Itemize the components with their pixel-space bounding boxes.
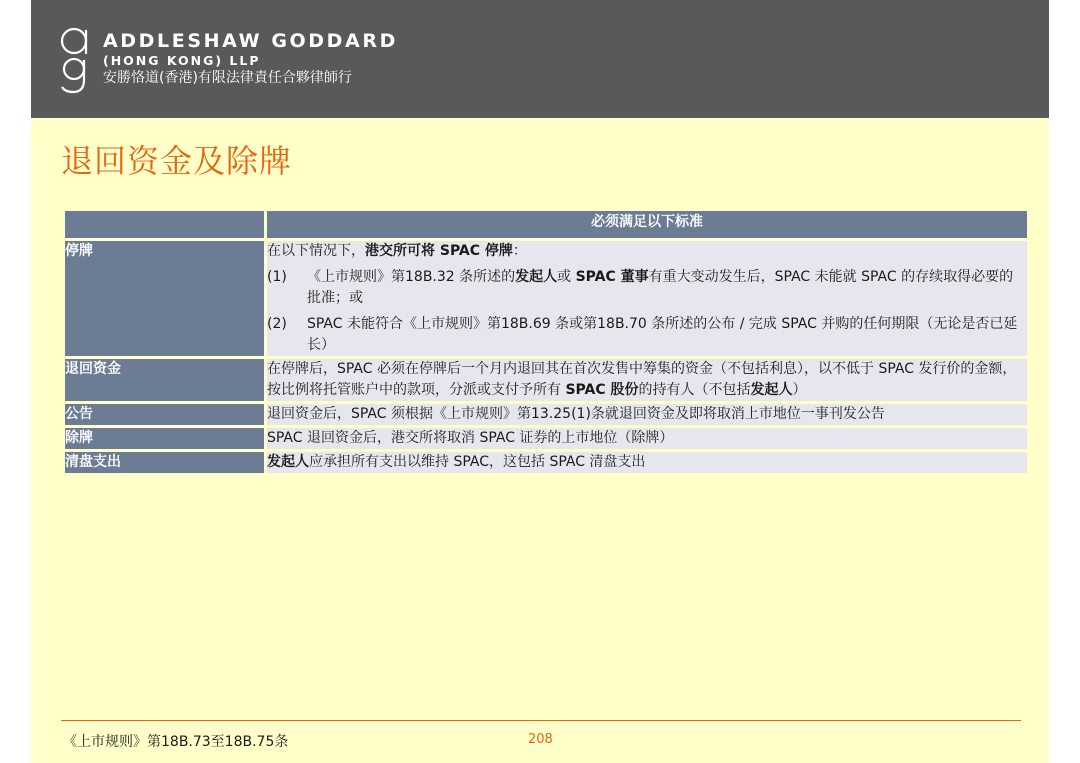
item-number: (2) [267,316,287,332]
suspension-intro [267,241,1027,262]
criteria-table [62,208,1030,476]
text-span: 有重大变动发生后，SPAC 未能就 SPAC 的存续取得必要的批准；或 [307,269,1014,306]
footer-reference: 《上市规则》第18B.73至18B.75条 [63,734,289,750]
table-header-cell: 必须满足以下标准 [267,211,1027,238]
bold-span: 发起人 [267,454,309,470]
row-body-suspension [267,241,1027,356]
firm-chinese-name: 安勝恪道(香港)有限法律責任合夥律師行 [103,70,352,86]
text-span: 《上市规则》第18B.32 条所述的 [307,269,516,285]
row-body-refund [267,359,1027,401]
text-span: ： [512,243,527,259]
item-text [307,267,1027,309]
bold-span: SPAC 股份 [565,382,639,398]
table-row [65,428,1027,449]
text-span: ） [792,382,807,398]
list-item [267,267,1027,309]
bold-span: 港交所可将 SPAC 停牌 [365,243,513,259]
firm-subtitle: (HONG KONG) LLP [103,53,261,68]
row-label-suspension: 停牌 [65,241,264,356]
text-span: 或 [557,269,576,285]
row-label-delisting: 除牌 [65,428,264,449]
slide [31,0,1049,763]
table-row [65,241,1027,356]
row-body-delisting: SPAC 退回资金后，港交所将取消 SPAC 证券的上市地位（除牌） [267,428,1027,449]
table-header-row [65,211,1027,238]
text-span: 在停牌后，SPAC 必须在停牌后一个月内退回其在首次发售中筹集的资金（不包括利息），以不低于 SPAC 发行价的金额，按比例将托管账户中的款项，分派或支付予所有 [267,361,1017,398]
page-number: 208 [528,732,553,747]
footer-divider [61,720,1021,721]
bold-span: 发起人 [515,269,558,285]
firm-name: ADDLESHAW GODDARD [103,30,398,52]
row-body-announcement: 退回资金后，SPAC 须根据《上市规则》第13.25(1)条就退回资金及即将取消上市地位一事刊发公告 [267,404,1027,425]
item-text: SPAC 未能符合《上市规则》第18B.69 条或第18B.70 条所述的公布 / 完成 SPAC 并购的任何期限（无论是否已延长） [307,316,1018,353]
table-row [65,404,1027,425]
list-item [267,314,1027,356]
table-row [65,452,1027,473]
text-span: 应承担所有支出以维持 SPAC，这包括 SPAC 清盘支出 [309,454,646,470]
page-title: 退回资金及除牌 [61,142,293,180]
text-span: 在以下情况下， [267,243,365,259]
row-body-liquidation [267,452,1027,473]
table-row [65,359,1027,401]
ag-logo-icon [57,24,91,94]
row-label-liquidation: 清盘支出 [65,452,264,473]
text-span: 的持有人（不包括 [638,382,751,398]
item-number: (1) [267,269,287,285]
table-header-blank [65,211,264,238]
bold-span: 发起人 [750,382,793,398]
bold-span: SPAC 董事 [575,269,649,285]
header-bar [31,0,1049,118]
row-label-refund: 退回资金 [65,359,264,401]
row-label-announcement: 公告 [65,404,264,425]
